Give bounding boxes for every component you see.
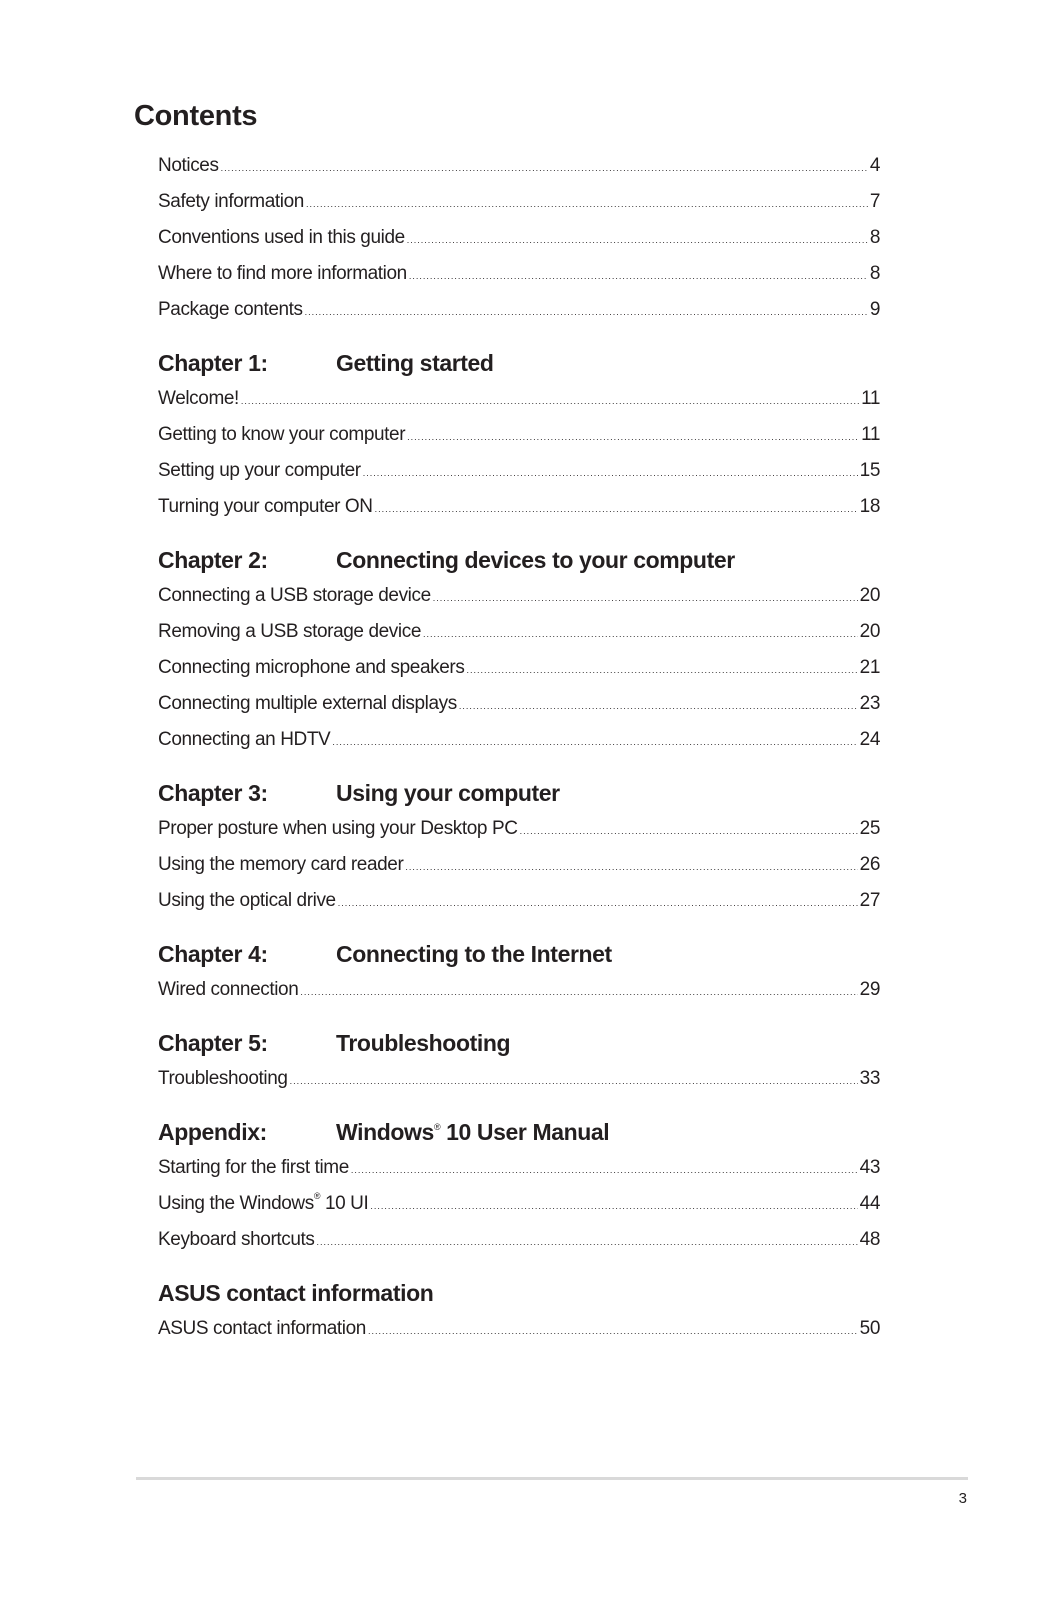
toc-entry-page: 24: [859, 729, 880, 750]
toc-entry-label: Getting to know your computer: [158, 424, 406, 445]
toc-entry-usb-connect[interactable]: [158, 578, 880, 614]
dot-leader: [338, 885, 858, 921]
toc-chapter-1: [158, 345, 880, 525]
toc-entry-safety-information[interactable]: [158, 184, 880, 220]
registered-mark: ®: [433, 1122, 441, 1132]
toc-entry-label: Conventions used in this guide: [158, 227, 405, 248]
dot-leader: [368, 1313, 858, 1349]
toc-entry-page: 15: [859, 460, 880, 481]
toc-entry-page: 8: [869, 263, 880, 284]
section-heading[interactable]: [158, 1275, 880, 1311]
chapter-heading[interactable]: [158, 775, 880, 811]
toc-entry-first-time[interactable]: [158, 1150, 880, 1186]
toc-chapter-4: [158, 936, 880, 1008]
table-of-contents: [158, 148, 880, 1347]
toc-entry-page: 44: [859, 1193, 880, 1214]
toc-entry-more-information[interactable]: [158, 256, 880, 292]
toc-entry-page: 26: [859, 854, 880, 875]
toc-entry-page: 25: [859, 818, 880, 839]
toc-entry-label: Where to find more information: [158, 263, 407, 284]
toc-entry-asus-contact[interactable]: [158, 1311, 880, 1347]
toc-entry-keyboard-shortcuts[interactable]: [158, 1222, 880, 1258]
chapter-heading[interactable]: [158, 936, 880, 972]
toc-entry-page: 4: [869, 155, 880, 176]
toc-entry-getting-to-know[interactable]: [158, 417, 880, 453]
toc-entry-label: [158, 1186, 368, 1222]
toc-entry-page: 9: [869, 299, 880, 320]
dot-leader: [423, 616, 858, 652]
toc-entry-page: 21: [859, 657, 880, 678]
toc-entry-page: 33: [859, 1068, 880, 1089]
chapter-title: Connecting devices to your computer: [336, 547, 735, 573]
dot-leader: [520, 813, 858, 849]
toc-entry-label: Notices: [158, 155, 219, 176]
chapter-title-part: 10 User Manual: [440, 1119, 610, 1145]
page-number: 3: [958, 1490, 967, 1507]
dot-leader: [306, 186, 868, 222]
dot-leader: [290, 1063, 858, 1099]
dot-leader: [300, 974, 857, 1010]
toc-entry-label: Troubleshooting: [158, 1068, 288, 1089]
toc-entry-external-displays[interactable]: [158, 686, 880, 722]
toc-entry-package-contents[interactable]: [158, 292, 880, 328]
chapter-title-part: Windows: [336, 1119, 434, 1145]
toc-entry-card-reader[interactable]: [158, 847, 880, 883]
toc-entry-label: Connecting multiple external displays: [158, 693, 457, 714]
toc-chapter-5: [158, 1025, 880, 1097]
chapter-heading[interactable]: [158, 1114, 880, 1150]
chapter-label: Chapter 5:: [158, 1030, 268, 1056]
toc-entry-wired-connection[interactable]: [158, 972, 880, 1008]
toc-entry-page: 48: [859, 1229, 880, 1250]
dot-leader: [407, 222, 868, 258]
toc-entry-label: Safety information: [158, 191, 304, 212]
toc-entry-turning-on[interactable]: [158, 489, 880, 525]
toc-entry-page: 7: [869, 191, 880, 212]
section-title: ASUS contact information: [158, 1280, 434, 1306]
toc-entry-page: 11: [861, 388, 880, 409]
toc-entry-windows-ui[interactable]: [158, 1186, 880, 1222]
dot-leader: [459, 688, 858, 724]
dot-leader: [363, 455, 858, 491]
toc-entry-welcome[interactable]: [158, 381, 880, 417]
chapter-label: Chapter 1:: [158, 350, 268, 376]
toc-entry-label: Using the memory card reader: [158, 854, 404, 875]
dot-leader: [407, 419, 859, 455]
chapter-label: Chapter 3:: [158, 780, 268, 806]
toc-entry-label: Using the optical drive: [158, 890, 336, 911]
chapter-title: Connecting to the Internet: [336, 941, 612, 967]
chapter-heading[interactable]: [158, 1025, 880, 1061]
dot-leader: [375, 491, 858, 527]
toc-entry-label: Connecting an HDTV: [158, 729, 331, 750]
chapter-title: Using your computer: [336, 780, 560, 806]
toc-entry-label: Welcome!: [158, 388, 239, 409]
toc-entry-troubleshooting[interactable]: [158, 1061, 880, 1097]
toc-entry-page: 23: [859, 693, 880, 714]
toc-entry-microphone-speakers[interactable]: [158, 650, 880, 686]
toc-entry-page: 20: [859, 621, 880, 642]
toc-chapter-3: [158, 775, 880, 919]
chapter-label: Chapter 2:: [158, 547, 268, 573]
dot-leader: [433, 580, 858, 616]
dot-leader: [351, 1152, 858, 1188]
toc-entry-label: Turning your computer ON: [158, 496, 373, 517]
dot-leader: [370, 1188, 857, 1224]
toc-entry-conventions[interactable]: [158, 220, 880, 256]
dot-leader: [305, 294, 868, 330]
chapter-title: [336, 1114, 609, 1150]
toc-entry-label: Connecting a USB storage device: [158, 585, 431, 606]
dot-leader: [317, 1224, 858, 1260]
toc-entry-label: Removing a USB storage device: [158, 621, 421, 642]
chapter-title: Getting started: [336, 350, 494, 376]
chapter-title: Troubleshooting: [336, 1030, 511, 1056]
toc-entry-page: 11: [861, 424, 880, 445]
toc-entry-hdtv[interactable]: [158, 722, 880, 758]
dot-leader: [405, 849, 857, 885]
toc-chapter-2: [158, 542, 880, 758]
dot-leader: [409, 258, 868, 294]
toc-entry-setting-up[interactable]: [158, 453, 880, 489]
toc-entry-label: Package contents: [158, 299, 303, 320]
footer-divider: [136, 1477, 968, 1480]
chapter-heading[interactable]: [158, 542, 880, 578]
toc-front-matter: [158, 148, 880, 328]
dot-leader: [241, 383, 859, 419]
toc-entry-label: Keyboard shortcuts: [158, 1229, 315, 1250]
registered-mark: ®: [313, 1191, 321, 1201]
toc-entry-label: Proper posture when using your Desktop PC: [158, 818, 518, 839]
toc-entry-posture[interactable]: [158, 811, 880, 847]
toc-entry-label: Starting for the first time: [158, 1157, 349, 1178]
toc-entry-page: 27: [859, 890, 880, 911]
toc-entry-page: 18: [859, 496, 880, 517]
toc-entry-label: Connecting microphone and speakers: [158, 657, 465, 678]
page-title: Contents: [134, 100, 258, 132]
dot-leader: [221, 150, 868, 186]
toc-entry-label-part: Using the Windows: [158, 1193, 314, 1214]
toc-entry-page: 8: [869, 227, 880, 248]
toc-entry-label: Setting up your computer: [158, 460, 361, 481]
toc-contact-section: [158, 1275, 880, 1347]
chapter-label: Appendix:: [158, 1119, 267, 1145]
toc-entry-label-part: 10 UI: [320, 1193, 369, 1214]
toc-entry-page: 29: [859, 979, 880, 1000]
toc-entry-page: 43: [859, 1157, 880, 1178]
dot-leader: [332, 724, 857, 760]
toc-entry-optical-drive[interactable]: [158, 883, 880, 919]
dot-leader: [466, 652, 857, 688]
toc-entry-label: Wired connection: [158, 979, 299, 1000]
toc-appendix: [158, 1114, 880, 1258]
toc-entry-page: 50: [859, 1318, 880, 1339]
toc-entry-usb-remove[interactable]: [158, 614, 880, 650]
toc-entry-page: 20: [859, 585, 880, 606]
chapter-heading[interactable]: [158, 345, 880, 381]
toc-entry-label: ASUS contact information: [158, 1318, 366, 1339]
chapter-label: Chapter 4:: [158, 941, 268, 967]
toc-entry-notices[interactable]: [158, 148, 880, 184]
